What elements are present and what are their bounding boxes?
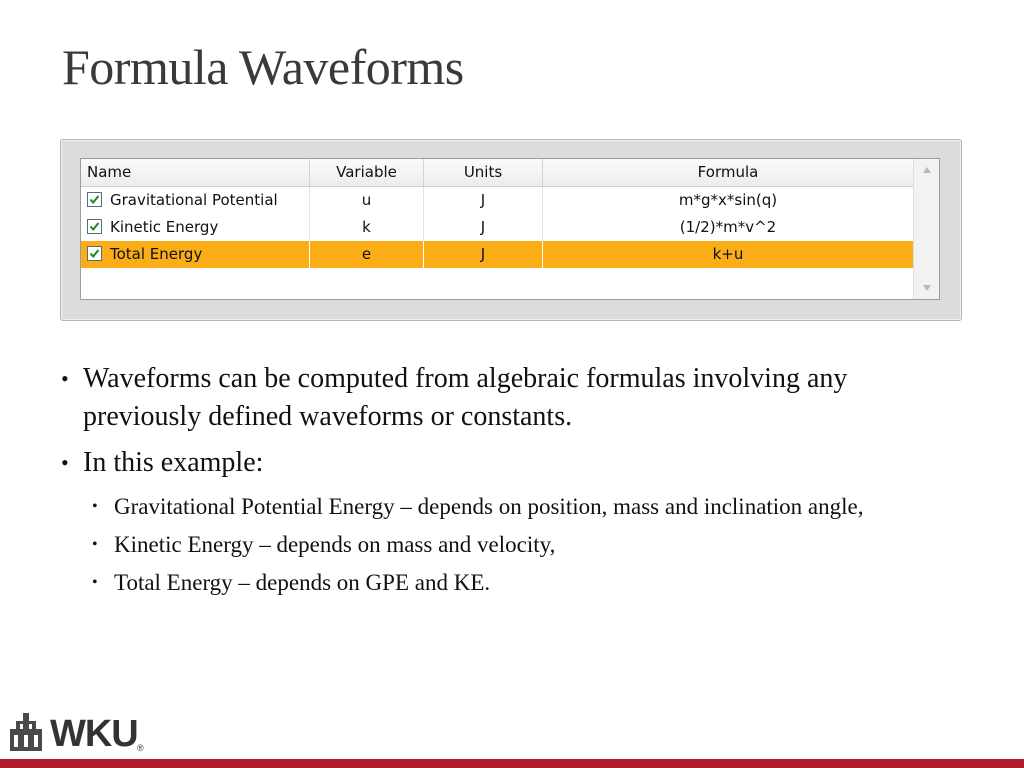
cupola-logo-icon <box>8 713 44 753</box>
check-icon <box>89 194 100 205</box>
column-header-units[interactable]: Units <box>424 159 543 186</box>
wku-logo <box>8 711 148 755</box>
check-icon <box>89 221 100 232</box>
bullet-list <box>60 360 960 604</box>
row-checkbox[interactable] <box>87 246 102 261</box>
row-units: J <box>424 241 543 268</box>
waveform-table <box>80 158 940 300</box>
row-checkbox[interactable] <box>87 219 102 234</box>
row-name: Kinetic Energy <box>110 218 219 236</box>
slide-title: Formula Waveforms <box>62 39 464 95</box>
bullet-text: In this example: <box>83 447 264 478</box>
table-row[interactable] <box>81 187 913 214</box>
sub-bullet-text: Kinetic Energy – depends on mass and velocity, <box>114 532 556 557</box>
row-formula: (1/2)*m*v^2 <box>679 218 777 236</box>
table-row[interactable] <box>81 214 913 241</box>
sub-bullet-item <box>90 490 960 524</box>
footer-bar <box>0 759 1024 768</box>
row-units: J <box>424 187 543 214</box>
bullet-item <box>60 360 960 436</box>
bullet-text: Waveforms can be computed from algebraic formulas involving any previously defined waveforms or constants. <box>83 363 848 432</box>
row-formula: k+u <box>712 245 744 263</box>
bullet-marker: • <box>92 536 98 553</box>
scroll-up-icon[interactable] <box>914 159 939 181</box>
table-row-selected[interactable] <box>81 241 913 268</box>
sub-bullet-text: Total Energy – depends on GPE and KE. <box>114 570 491 595</box>
logo-text: WKU <box>50 713 138 755</box>
bullet-marker: • <box>61 450 69 475</box>
sub-bullet-item <box>90 566 960 600</box>
vertical-scrollbar[interactable] <box>913 159 939 299</box>
sub-bullet-text: Gravitational Potential Energy – depends on position, mass and inclination angle, <box>114 494 864 519</box>
bullet-item <box>60 444 960 482</box>
bullet-marker: • <box>92 498 98 515</box>
sub-bullet-item <box>90 528 960 562</box>
row-variable: e <box>310 241 424 268</box>
registered-mark: ® <box>137 743 144 753</box>
column-header-variable[interactable]: Variable <box>310 159 424 186</box>
table-header <box>81 159 913 187</box>
row-name: Total Energy <box>110 245 203 263</box>
bullet-marker: • <box>61 366 69 391</box>
row-variable: k <box>310 214 424 241</box>
check-icon <box>89 248 100 259</box>
waveform-table-panel <box>60 139 962 321</box>
row-units: J <box>424 214 543 241</box>
row-variable: u <box>310 187 424 214</box>
scroll-down-icon[interactable] <box>914 277 939 299</box>
column-header-formula[interactable]: Formula <box>697 163 759 181</box>
row-formula: m*g*x*sin(q) <box>678 191 778 209</box>
row-name: Gravitational Potential <box>110 191 278 209</box>
row-checkbox[interactable] <box>87 192 102 207</box>
column-header-name[interactable]: Name <box>81 159 310 186</box>
bullet-marker: • <box>92 574 98 591</box>
